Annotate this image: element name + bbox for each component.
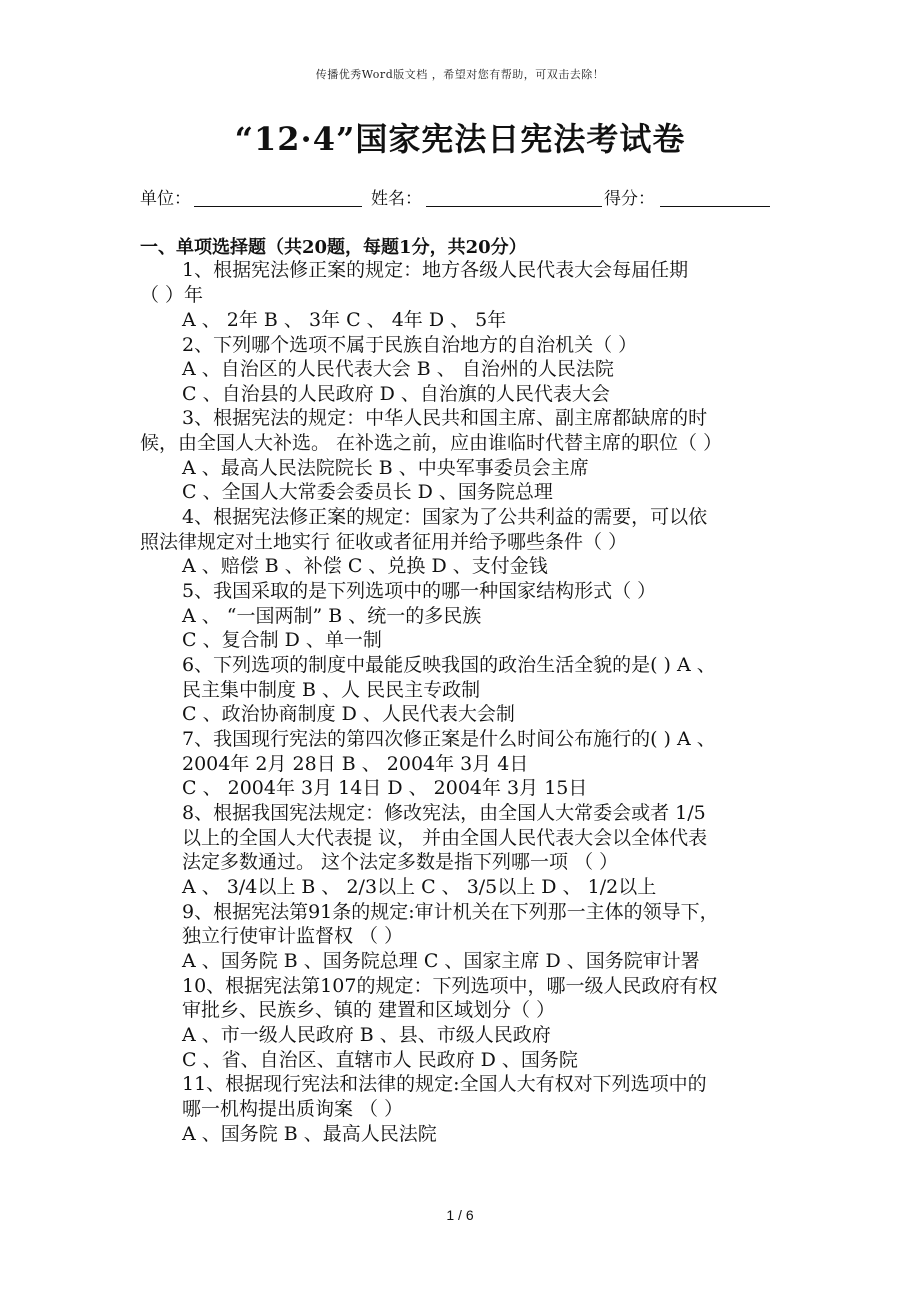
option-line: A 、市一级人民政府 B 、县、市级人民政府 <box>182 1024 551 1046</box>
question-line: 独立行使审计监督权 （ ） <box>182 925 404 947</box>
option-line: C 、 2004年 3月 14日 D 、 2004年 3月 15日 <box>182 777 588 799</box>
info-row <box>140 184 780 212</box>
section-title: 一、单项选择题（共20题，每题1分，共20分） <box>140 237 527 258</box>
question-line: 5、我国采取的是下列选项中的哪一种国家结构形式（ ） <box>182 580 657 602</box>
question-line: 8、根据我国宪法规定：修改宪法，由全国人大常委会或者 1/5 <box>182 802 706 824</box>
question-line: 以上的全国人大代表提 议， 并由全国人民代表大会以全体代表 <box>182 827 708 849</box>
question-line: 照法律规定对土地实行 征收或者征用并给予哪些条件（ ） <box>140 531 628 553</box>
question-line: 3、根据宪法的规定：中华人民共和国主席、副主席都缺席的时 <box>182 407 708 429</box>
option-line: A 、 2年 B 、 3年 C 、 4年 D 、 5年 <box>182 309 507 331</box>
question-line: 9、根据宪法第91条的规定:审计机关在下列那一主体的领导下， <box>182 901 719 923</box>
page-title: “12·4”国家宪法日宪法考试卷 <box>234 120 686 158</box>
option-line: C 、政治协商制度 D 、人民代表大会制 <box>182 703 515 725</box>
option-line: C 、自治县的人民政府 D 、自治旗的人民代表大会 <box>182 383 610 405</box>
page-number: 1 / 6 <box>446 1207 474 1223</box>
option-line: C 、复合制 D 、单一制 <box>182 629 382 651</box>
option-line: A 、国务院 B 、国务院总理 C 、国家主席 D 、国务院审计署 <box>182 950 700 972</box>
option-line: 2004年 2月 28日 B 、 2004年 3月 4日 <box>182 753 529 775</box>
unit-label: 单位： <box>140 189 191 209</box>
unit-field[interactable] <box>194 206 362 207</box>
score-field[interactable] <box>660 206 770 207</box>
question-line: 1、根据宪法修正案的规定：地方各级人民代表大会每届任期 <box>182 259 689 281</box>
option-line: A 、自治区的人民代表大会 B 、 自治州的人民法院 <box>182 358 614 380</box>
option-line: C 、全国人大常委会委员长 D 、国务院总理 <box>182 481 553 503</box>
question-line: 法定多数通过。 这个法定多数是指下列哪一项 （ ） <box>182 851 619 873</box>
question-line: 2、下列哪个选项不属于民族自治地方的自治机关（ ） <box>182 334 638 356</box>
name-field[interactable] <box>426 206 602 207</box>
question-line: 7、我国现行宪法的第四次修正案是什么时间公布施行的( ) A 、 <box>182 728 716 750</box>
option-line: A 、赔偿 B 、补偿 C 、兑换 D 、支付金钱 <box>182 555 548 577</box>
question-line: （ ）年 <box>140 284 204 306</box>
option-line: A 、最高人民法院院长 B 、中央军事委员会主席 <box>182 457 589 479</box>
score-label: 得分： <box>604 189 655 209</box>
question-line: 哪一机构提出质询案 （ ） <box>182 1098 404 1120</box>
question-line: 候，由全国人大补选。 在补选之前，应由谁临时代替主席的职位（ ） <box>140 432 723 454</box>
option-line: A 、 “一国两制” B 、统一的多民族 <box>182 605 482 627</box>
header-note: 传播优秀Word版文档 ，希望对您有帮助，可双击去除！ <box>315 68 605 81</box>
option-line: 民主集中制度 B 、人 民民主专政制 <box>182 679 481 701</box>
question-line: 11、根据现行宪法和法律的规定:全国人大有权对下列选项中的 <box>182 1073 707 1095</box>
option-line: A 、 3/4以上 B 、 2/3以上 C 、 3/5以上 D 、 1/2以上 <box>182 876 657 898</box>
option-line: C 、省、自治区、直辖市人 民政府 D 、国务院 <box>182 1049 578 1071</box>
question-line: 10、根据宪法第107的规定：下列选项中，哪一级人民政府有权 <box>182 975 718 997</box>
name-label: 姓名： <box>371 189 422 209</box>
question-line: 6、下列选项的制度中最能反映我国的政治生活全貌的是( ) A 、 <box>182 654 716 676</box>
question-line: 4、根据宪法修正案的规定：国家为了公共利益的需要，可以依 <box>182 506 708 528</box>
question-line: 审批乡、民族乡、镇的 建置和区域划分（ ） <box>182 999 556 1021</box>
option-line: A 、国务院 B 、最高人民法院 <box>182 1123 437 1145</box>
